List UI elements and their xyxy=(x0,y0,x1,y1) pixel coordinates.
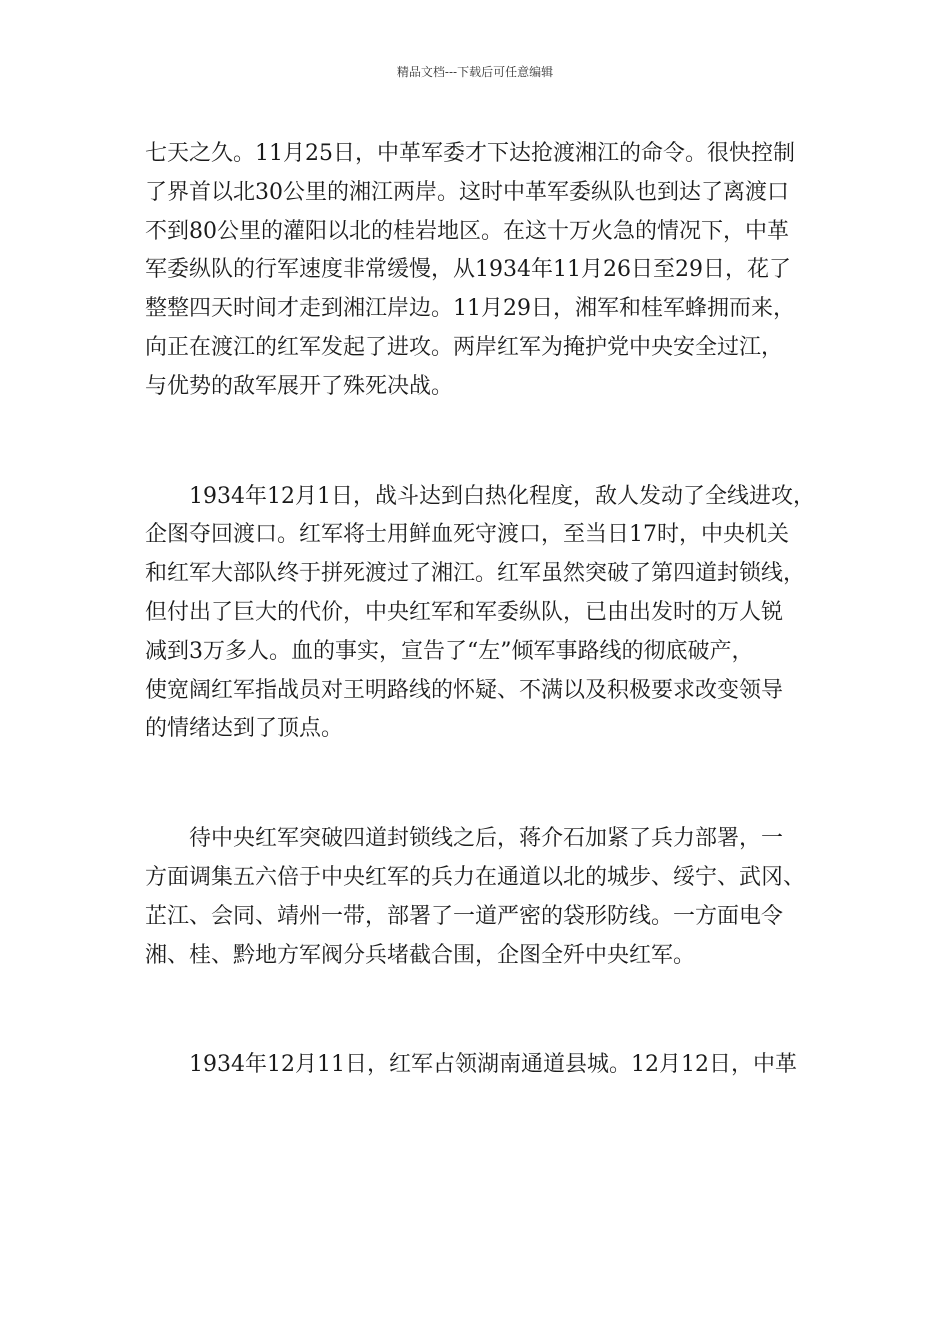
paragraph-3 xyxy=(145,820,817,975)
text-line: 和红军大部队终于拼死渡过了湘江。红军虽然突破了第四道封锁线， xyxy=(145,561,806,587)
text-line: 整整四天时间才走到湘江岸边。11月29日，湘军和桂军蜂拥而来， xyxy=(145,296,795,322)
text-line: 向正在渡江的红军发起了进攻。两岸红军为掩护党中央安全过江， xyxy=(145,334,784,360)
text-line: 不到80公里的灌阳以北的桂岩地区。在这十万火急的情况下，中革 xyxy=(145,218,789,244)
text-line: 待中央红军突破四道封锁线之后，蒋介石加紧了兵力部署，一 xyxy=(189,826,784,852)
text-line: 湘、桂、黔地方军阀分兵堵截合围，企图全歼中央红军。 xyxy=(145,942,696,968)
text-line: 芷江、会同、靖州一带，部署了一道严密的袋形防线。一方面电令 xyxy=(145,903,784,929)
text-line: 的情绪达到了顶点。 xyxy=(145,716,344,742)
document-body xyxy=(145,135,817,1085)
paragraph-spacer xyxy=(145,975,817,1046)
text-line: 方面调集五六倍于中央红军的兵力在通道以北的城步、绥宁、武冈、 xyxy=(145,864,806,890)
page-header: 精品文档---下载后可任意编辑 xyxy=(396,65,554,79)
paragraph-2 xyxy=(145,478,817,750)
paragraph-4 xyxy=(145,1046,817,1085)
paragraph-spacer xyxy=(145,749,817,820)
text-line: 企图夺回渡口。红军将士用鲜血死守渡口，至当日17时，中央机关 xyxy=(145,522,789,548)
paragraph-spacer xyxy=(145,407,817,478)
text-line: 但付出了巨大的代价，中央红军和军委纵队，已由出发时的万人锐 xyxy=(145,599,784,625)
text-line: 与优势的敌军展开了殊死决战。 xyxy=(145,373,454,399)
text-line: 七天之久。11月25日，中革军委才下达抢渡湘江的命令。很快控制 xyxy=(145,141,795,166)
text-line: 了界首以北30公里的湘江两岸。这时中革军委纵队也到达了离渡口 xyxy=(145,179,789,205)
text-line: 军委纵队的行军速度非常缓慢，从1934年11月26日至29日，花了 xyxy=(145,257,791,283)
text-line: 减到3万多人。血的事实，宣告了“左”倾军事路线的彻底破产， xyxy=(145,638,754,664)
text-line: 使宽阔红军指战员对王明路线的怀疑、不满以及积极要求改变领导 xyxy=(145,677,784,703)
paragraph-1 xyxy=(145,135,817,407)
text-line: 1934年12月1日，战斗达到白热化程度，敌人发动了全线进攻， xyxy=(189,483,815,509)
text-line: 1934年12月11日，红军占领湖南通道县城。12月12日，中革 xyxy=(189,1052,797,1078)
